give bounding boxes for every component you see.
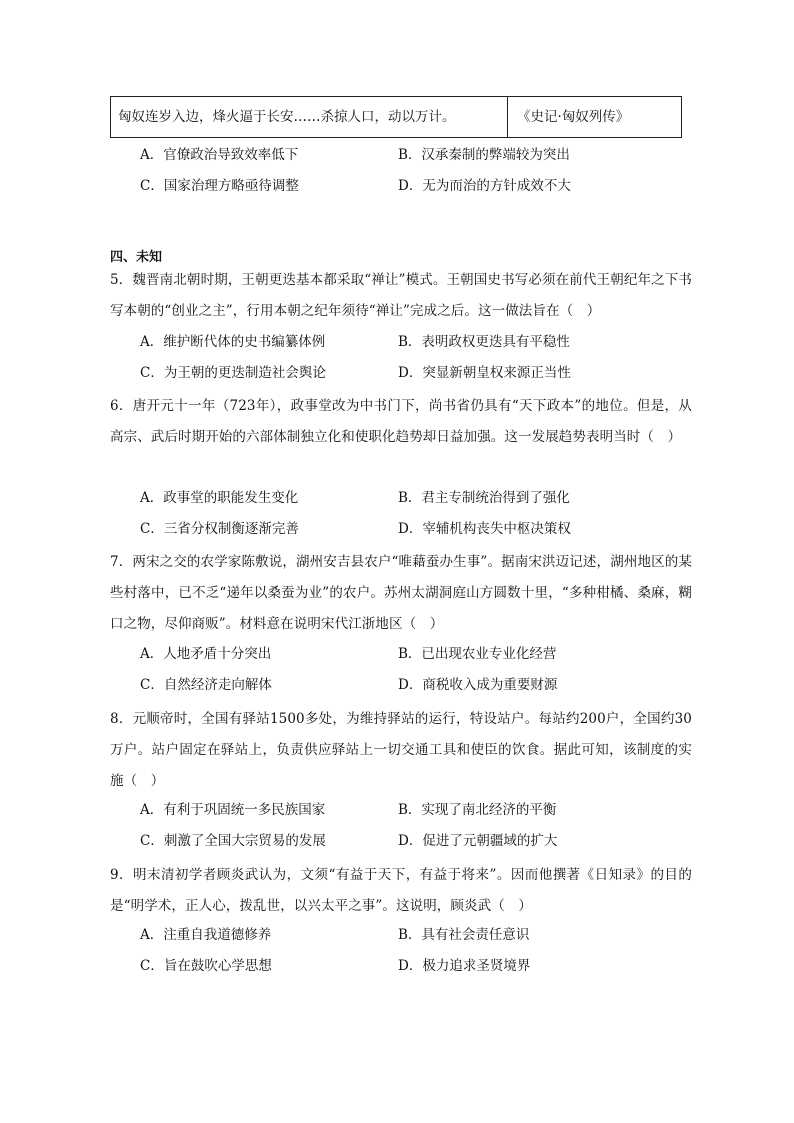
q9-stem: 9．明末清初学者顾炎武认为，文须“有益于天下，有益于将来”。因而他撰著《日知录》的目的是“明学术，正人心，拨乱世，以兴太平之事”。这说明，顾炎武（ ） <box>110 867 692 914</box>
quotation-text: 匈奴连岁入边，烽火逼于长安……杀掠人口，动以万计。 <box>111 97 508 137</box>
q6-options-row-2 <box>140 517 700 541</box>
q8-option-d[interactable]: D．促进了元朝疆域的扩大 <box>398 833 558 849</box>
q4-options-row-2 <box>140 174 700 198</box>
q7-option-d[interactable]: D．商税收入成为重要财源 <box>398 677 558 693</box>
q9-options-row-2 <box>140 954 700 978</box>
q4-option-c[interactable]: C．国家治理方略亟待调整 <box>140 178 299 194</box>
q8-options-row-1 <box>140 798 700 822</box>
q6-option-c[interactable]: C．三省分权制衡逐渐完善 <box>140 521 299 537</box>
q8-option-c[interactable]: C．刺激了全国大宗贸易的发展 <box>140 833 326 849</box>
q6-option-a[interactable]: A．政事堂的职能发生变化 <box>140 490 299 506</box>
q5-option-c[interactable]: C．为王朝的更迭制造社会舆论 <box>140 365 326 381</box>
q8-options-row-2 <box>140 829 700 853</box>
q5-option-d[interactable]: D．突显新朝皇权来源正当性 <box>398 365 571 381</box>
q7-options-row-2 <box>140 673 700 697</box>
q8-stem: 8．元顺帝时，全国有驿站1500多处，为维持驿站的运行，特设站户。每站约200户，全国约30万户。站户固定在驿站上，负责供应驿站上一切交通工具和使臣的饮食。据此可知，该制度的实施（ ） <box>110 711 692 789</box>
q5-options-row-1 <box>140 330 700 354</box>
q9-option-b[interactable]: B．具有社会责任意识 <box>398 927 530 943</box>
q5-stem: 5．魏晋南北朝时期，王朝更迭基本都采取“禅让”模式。王朝国史书写必须在前代王朝纪年之下书写本朝的“创业之主”，行用本朝之纪年须待“禅让”完成之后。这一做法旨在（ ） <box>110 272 692 319</box>
q8-option-b[interactable]: B．实现了南北经济的平衡 <box>398 802 557 818</box>
q4-option-a[interactable]: A．官僚政治导致效率低下 <box>140 147 299 163</box>
quotation-source: 《史记·匈奴列传》 <box>517 109 630 125</box>
q6-option-d[interactable]: D．宰辅机构丧失中枢决策权 <box>398 521 571 537</box>
q7-option-a[interactable]: A．人地矛盾十分突出 <box>140 646 272 662</box>
q7-options-row-1 <box>140 642 700 666</box>
q8-option-a[interactable]: A．有利于巩固统一多民族国家 <box>140 802 326 818</box>
q7-option-c[interactable]: C．自然经济走向解体 <box>140 677 272 693</box>
q9-option-a[interactable]: A．注重自我道德修养 <box>140 927 272 943</box>
q9-option-c[interactable]: C．旨在鼓吹心学思想 <box>140 958 272 974</box>
q9-option-d[interactable]: D．极力追求圣贤境界 <box>398 958 531 974</box>
q6-option-b[interactable]: B．君主专制统治得到了强化 <box>398 490 570 506</box>
q5-options-row-2 <box>140 361 700 385</box>
q4-option-b[interactable]: B．汉承秦制的弊端较为突出 <box>398 147 570 163</box>
q7-option-b[interactable]: B．已出现农业专业化经营 <box>398 646 557 662</box>
q5-option-b[interactable]: B．表明政权更迭具有平稳性 <box>398 334 570 350</box>
q7-stem: 7．两宋之交的农学家陈敷说，湖州安吉县农户“唯藉蚕办生事”。据南宋洪迈记述，湖州地区的某些村落中，已不乏“递年以桑蚕为业”的农户。苏州太湖洞庭山方圆数十里，“多种柑橘、桑麻，糊口之物，尽仰商贩”。材料意在说明宋代江浙地区（ ） <box>110 554 692 632</box>
quotation-table <box>110 96 682 138</box>
q6-stem: 6．唐开元十一年（723年），政事堂改为中书门下，尚书省仍具有“天下政本”的地位。但是，从高宗、武后时期开始的六部体制独立化和使职化趋势却日益加强。这一发展趋势表明当时（ ） <box>110 398 692 445</box>
q4-options-row-1 <box>140 143 700 167</box>
q6-options-row-1 <box>140 486 700 510</box>
q9-options-row-1 <box>140 923 700 947</box>
q4-option-d[interactable]: D．无为而治的方针成效不大 <box>398 178 571 194</box>
q5-option-a[interactable]: A．维护断代体的史书编纂体例 <box>140 334 326 350</box>
section-heading: 四、未知 <box>110 250 163 265</box>
